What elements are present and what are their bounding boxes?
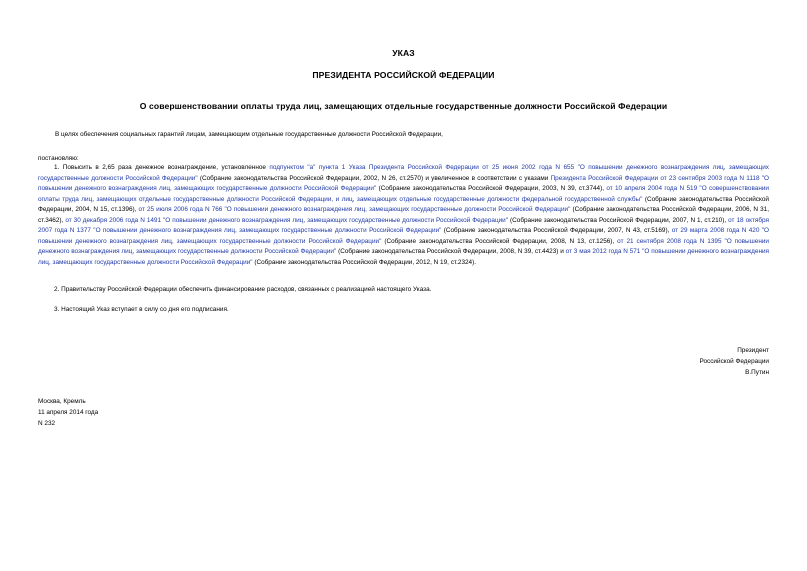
link-decree-420[interactable]: от 29 марта 2008 года N 420 "О повышении денежного вознаграждения лиц, замещающих государственные должности Российской Федерации"	[38, 227, 769, 245]
link-decree-655[interactable]: подпунктом "а" пункта 1 Указа Президента Российской Федерации от 25 июня 2002 года N 655 "О повышении денежного вознаграждения лиц, замещающих государственные должности Российской Федерации"	[38, 164, 769, 182]
link-decree-1491[interactable]: от 30 декабря 2006 года N 1491 "О повышении денежного вознаграждения лиц, замещающих государственные должности Российской Федерации"	[65, 216, 509, 224]
preamble: В целях обеспечения социальных гарантий лицам, замещающим отдельные государственные должности Российской Федерации,	[55, 131, 443, 138]
link-decree-571[interactable]: от 3 мая 2012 года N 571 "О повышении денежного вознаграждения лиц, замещающих государственные должности Российской Федерации"	[38, 248, 770, 266]
link-decree-519[interactable]: от 10 апреля 2004 года N 519 "О совершенствовании оплаты труда лиц, замещающих отдельные государственные должности Российской Федерации, и лиц, замещающих отдельные государственные должности федеральной государственной службы"	[38, 185, 769, 203]
p1-text-0: 1. Повысить в 2,65 раза денежное вознаграждение, установленное	[54, 164, 270, 171]
p1-text-6: (Собрание законодательства Российской Федерации, 2007, N 43, ст.5169),	[441, 227, 672, 234]
signature-country: Российской Федерации	[699, 357, 769, 365]
decree-number: N 232	[38, 419, 56, 427]
link-decree-1118[interactable]: Президента Российской Федерации от 23 сентября 2003 года N 1118 "О повышении денежного вознаграждения лиц, замещающих государственные должности Российской Федерации"	[38, 174, 770, 192]
signing-date: 11 апреля 2014 года	[38, 408, 99, 416]
signing-details	[38, 397, 98, 429]
link-decree-1377[interactable]: от 18 октября 2007 года N 1377 "О повышении денежного вознаграждения лиц, замещающих государственные должности Российской Федерации"	[38, 216, 769, 234]
p1-text-9: (Собрание законодательства Российской Федерации, 2012, N 19, ст.2324).	[252, 258, 477, 266]
p1-text-2: (Собрание законодательства Российской Федерации, 2003, N 39, ст.3744),	[376, 185, 607, 192]
document-title: О совершенствовании оплаты труда лиц, замещающих отдельные государственные должности Российской Федерации	[139, 101, 668, 111]
decree-word: постановляю:	[38, 155, 79, 162]
p1-text-8: (Собрание законодательства Российской Федерации, 2008, N 39, ст.4423) и	[336, 248, 566, 255]
p1-text-4: (Собрание законодательства Российской Федерации, 2006, N 31, ст.3462),	[38, 206, 769, 224]
p1-text-1: (Собрание законодательства Российской Федерации, 2002, N 26, ст.2570) и увеличенное в соответствии с указами	[197, 174, 551, 182]
signature-position: Президент	[737, 347, 769, 354]
paragraph-1	[38, 163, 769, 268]
signing-place: Москва, Кремль	[38, 398, 86, 405]
link-decree-1395[interactable]: от 21 сентября 2008 года N 1395 "О повышении денежного вознаграждения лиц, замещающих государственные должности Российской Федерации"	[38, 237, 769, 255]
p1-text-7: (Собрание законодательства Российской Федерации, 2008, N 13, ст.1256),	[381, 237, 618, 245]
p1-text-5: (Собрание законодательства Российской Федерации, 2007, N 1, ст.210),	[508, 216, 729, 224]
signature-block	[700, 346, 770, 378]
signature-name: В.Путин	[745, 368, 769, 376]
document-type: УКАЗ	[392, 48, 415, 58]
link-decree-766[interactable]: от 25 июля 2006 года N 766 "О повышении денежного вознаграждения лиц, замещающих государственные должности Российской Федерации"	[138, 206, 571, 213]
paragraph-2: 2. Правительству Российской Федерации обеспечить финансирование расходов, связанных с реализацией настоящего Указа.	[54, 286, 432, 293]
document-issuer: ПРЕЗИДЕНТА РОССИЙСКОЙ ФЕДЕРАЦИИ	[312, 70, 495, 80]
paragraph-3: 3. Настоящий Указ вступает в силу со дня его подписания.	[54, 306, 229, 313]
p1-text-3: (Собрание законодательства Российской Федерации, 2004, N 15, ст.1396),	[38, 195, 769, 213]
